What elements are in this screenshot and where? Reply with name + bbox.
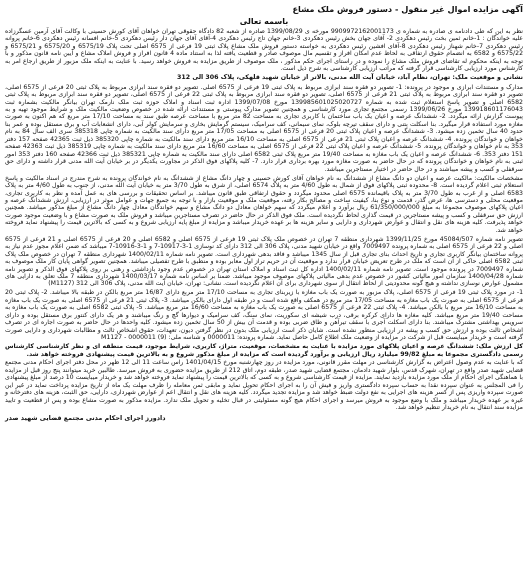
documents-paragraph: مدارک و مستندات ابرازی و موجود در پرونده: 1- تصویر دو فقره سند ابرازی مربوط به پلاک ثبتی 19 فرعی از 6575 اصلی. تصویر دو فقره سند ابرازی مربوط به پلاک ثبتی 20 فرعی از 6575 اصلی، تصویر دو فقره سند ابرازی مربوط به پلاک ثبتی 21 فرعی از 6575 اصلی، تصویر دو فقره سند ابرازی مربوط به پلاک ثبتی 22 فرعی از 6575 اصلی، تصویر دو فقره سند ابرازی مربوط به پلاک ثبتی 6582 اصلی و تصویر پاسخ استعلام ثبت شده به شماره 139985601025020727 مورخ 1399/07/08 اداره ثبت اسناد و املاک حوزه ثبت ملک نارمک تهران بیانگر مالکیت بشماره ثبت 139918601176043 مورخ 1399/06/26 رسمی مجتمع تجاری مورد کارشناسی و همچنین تصویر مدارک پیوستی و مستندات ارائه شده در خصوص وضعیت مالکیت ملک و شرایط موجود تهیه و به پیوست گزارش ارائه میگردد. 2- ششدانگ عرصه و اعیان یک باب ساختمان با کاربری تجاری به مساحت 82 متر مربع با مساحت عرصه طبق سند به مساحت 17/10 متر مربع که هم اکنون به صورت مغازه مورد استفاده قرار میگیرد. بنا اسکلت بتنی و دارای سقف تیرچه بلوک، نمای سیمانی، کف سرامیک، سیستم گرمایش بخاری و سرمایش کولر آبی، دارای انشعابات آب و برق مستقل بوده و عمر بنا حدود 40 سال تخمین زده میشود. 3- ششدانگ عرصه و اعیان پلاک ثبتی 20 فرعی از 6575 اصلی به مساحت 17/05 متر مربع دارای سند مالکیت به شماره چاپی 385318 سری الف سال 84 به نام خواهان و خواندگان پرونده. 4- ششدانگ عرصه و اعیان پلاک ثبتی 21 فرعی از 6575 اصلی به مساحت 16/10 متر مربع دارای سند مالکیت به شماره چاپی 385320 ذیل ثبت 42365 صفحه 157 دفتر 353 به نام خواهان و خواندگان پرونده. 5- ششدانگ عرصه و اعیان پلاک ثبتی 22 فرعی از 6575 اصلی به مساحت 16/60 متر مربع دارای سند مالکیت به شماره چاپی 385319 ذیل ثبت 42363 صفحه 151 دفتر 353. 6- ششدانگ عرصه و اعیان یک باب مغازه به مساحت 19/40 متر مربع پلاک ثبتی 6582 اصلی دارای سند مالکیت به شماره چاپی 385321 ذیل ثبت 42366 صفحه 160 دفتر 353 امور ثبتی به نام خواهان و خواندگان پرونده که در حال حاضر به صورت مغازه مورد بهره برداری قرار دارد. 7- کلیه پلاکهای فوق الذکر در مجاورت یکدیگر در بر خیابان آیت الله مدنی قرار داشته و دارای حق سرقفلی و کسب و پیشه میباشند و در حال حاضر در اختیار مستاجرین میباشد. [5, 83, 523, 173]
notice-title: باسمه تعالی [239, 17, 289, 26]
signature-line: دادورز اجرای احکام مدنی مجتمع قضایی شهید صدر [5, 413, 166, 422]
units-paragraph: 1- در مورد پلاک ثبتی 19 فرعی از 6575 اصلی، پلاک مزبور به صورت یک باب مغازه با زیربنای تجاری به مساحت 17/10 متر مربع دارای 16/87 متر مربع بالکن در طبقه بالا میباشد. 2- پلاک ثبتی 20 فرعی از 6575 اصلی به صورت یک باب مغازه به مساحت 17/05 متر مربع در همکف واقع شده است و در طبقه اول دارای بالکن میباشد. 3- پلاک ثبتی 21 فرعی از 6575 اصلی به صورت یک باب مغازه به مساحت 16/10 متر مربع با بالکن میباشد. 4- پلاک ثبتی 22 فرعی از 6575 اصلی به صورت یک باب مغازه به مساحت 16/60 متر مربع میباشد. 5- پلاک ثبتی 6582 اصلی به صورت یک باب مغازه به مساحت 19/40 متر مربع میباشد. کلیه مغازه ها دارای کرکره برقی، درب شیشه ای سکوریت، نمای سنگ، کف سرامیک و دیوارها گچ و رنگ میباشند و هر یک دارای کنتور برق مستقل بوده و دارای سرویس بهداشتی مشترک میباشند. بنا دارای اسکلت آجری با سقف تیرآهن و طاق ضربی بوده و قدمت آن بیش از 50 سال تخمین زده میشود. کلیه واحدها در حال حاضر به صورت اجاره ای در تصرف اشخاص ثالث بوده و ارزش حق کسب و پیشه در ارزیابی منظور نشده است. شایان ذکر است ارزیابی ملک بدون در نظر گرفتن دیون، تعهدات، حقوق اشخاص ثالث و مطالبات شهرداری و دارایی صورت گرفته است و خریدار میبایست قبل از شرکت در مزایده از وضعیت ملک اطلاع کامل حاصل نماید. شماره پرونده: 0000011 و شناسه ملی: M1127 - 0000011 (9) [5, 289, 524, 342]
intro-paragraph: نظر به این که طی دادنامه ی صادره به شماره ی 9909972162001173 مورخه ی 1399/08/29 صادره از شعبه 82 دادگاه حقوقی تهران خواهان آقای کورش حسینی با وکالت آقای آرمین عسگرزاده علیه خواندگان : 1-خانم ثمین بخت رئیس دهکردی 2- آقای جهان بخش رئیس دهکردی 3-خانم جهان تاج رئیس دهکردی 4-آقای آقای جهان دار رئیس دهکردی 5-خانم افسانه رئیس دهکردی 6-خانم پروانه رئیس دهکردی 7-خانم شهناز رئیس دهکردی 8-آقای افشین رئیس دهکردی به خواسته دستور فروش ملک مشاع پلاک ثبتی 19 فرعی از 6575 اصلی تحت پلاک 6575/19 و 6575/20 و 6575/21 و 6575/22 و 6582 به انضمام حقوق ارتفاقی به لحاظ عدم امکان افراز و تقسیم مال موصوف صادر و قطعیت یافته لذا به استناد ماده 4 قانون افراز و فروش املاک مشاع و آیین نامه قانون مذکور و با توجه به اینکه محکوم له تقاضای فروش ملک مشاع را نموده و در راستای اجرای حکم مذکور ، ملک موصوف از طریق مزایده به فروش خواهد رسید. با عنایت به اینکه ملک مزبور از طریق ارجاع امر به کارشناس مورد ارزیابی کارشناسی قرار گرفته که مراتب ارزیابی کارشناسی به شرح ذیل است. [5, 28, 524, 73]
auction-terms-paragraph: که با عنایت به عدم وصول اعتراض به گزارش کارشناسی در مهلت مقرر قانونی، مورد مزایده در روز چهارشنبه مورخ 1401/04/15 راس ساعت 11 الی 12 ظهر در محل دفتر اجرای احکام مدنی مجتمع قضایی شهید صدر واقع در تهران، شهرک قدس، بلوار شهید دادمان، مجتمع قضایی شهید صدر، طبقه دوم، اتاق 212 از طریق مزایده حضوری به فروش میرسد. طالبین خرید میتوانند پنج روز قبل از مزایده با هماهنگی اجرای احکام از ملک مورد مزایده بازدید نمایند. مزایده از قیمت کارشناسی شروع و به کسی که بالاترین قیمت را پیشنهاد نماید فروخته خواهد شد و خریدار میبایست 10 درصد از مبلغ پیشنهادی را فی المجلس به عنوان سپرده نقدا به حساب سپرده دادگستری واریز و فیش آن را به اجرای احکام تحویل نماید و مابقی ثمن معامله را ظرف مهلت یک ماه از تاریخ مزایده پرداخت نماید در غیر این صورت سپرده واریزی پس از کسر هزینه های اجرایی به نفع دولت ضبط خواهد شد و مزایده تجدید میگردد. کلیه هزینه های نقل و انتقال اعم از عوارض شهرداری، دارایی، حق الثبت، هزینه های دفترخانه و غیره بر عهده خریدار میباشد و ملک با وضع موجود به فروش میرسد و اجرای احکام هیچ گونه مسئولیتی در قبال تخلیه و تحویل ملک ندارد. مزایده مذکور به صورت مشاع بوده و پس از قطعیت و تایید مزایده سند انتقال به نام خریدار تنظیم خواهد شد. [5, 359, 524, 412]
municipality-paragraph: تصویر نامه شماره 45084/507 مورخ 1399/11/25 شهرداری منطقه 7 تهران در خصوص ملک پلاک ثبتی 19 فرعی از 6575 اصلی و 6582 اصلی و 20 فرعی از 6575 اصلی و 21 فرعی از 6575 اصلی و 22 فرعی از 6575 اصلی به شماره پرونده 7009497 واقع در خیابان شهید مدنی، پلاک 306 الی 312 دارای کد نوسازی 1-3-10917-7 و 1-3-10916-7 میباشد که ضمن اعلام مجوز عدم نیاز به پروانه ساختمان بیانگر کاربری تجاری و تاریخ احداث بنای تجاری قبل از سال 1345 میباشد و فاقد بدهی شهرداری است. تصویر نامه شماره 1400/02/11 شهرداری منطقه 7 تهران در خصوص ملک پلاک ثبتی 6582 اصلی حاکی از آن است که ملک در طرح تعریض خیابان قرار ندارد و موقعیت آن در حریم تراز اول معابر بوده و منطبق با طرح تفصیلی میباشد. همچنین تصویر گواهی پایان کار ملک موصوف به شماره 7009497 در پرونده موجود است. تصویر نامه شماره 1400/02/11 اداره کل ثبت اسناد و املاک استان تهران در خصوص عدم وجود بازداشتی و رهنی بر روی پلاکهای فوق الذکر و تصویر نامه شماره 1400/04/28 سازمان امور مالیاتی کشور در خصوص عدم بدهی مالیاتی پلاکهای موصوف موجود میباشد. ضمنا بر اساس نامه شماره 1400/03/17 شهرداری منطقه 7 ملک تعلق به دارایی های مشمول عوارض نوسازی نداشته و هیچ گونه محدودیتی از لحاظ انتقال از سوی شهرداری برای آن اعلام نگردیده است. نشانی: تهران، خیابان آیت الله مدنی، پلاک 306 الی 312 (M1127) [5, 235, 524, 288]
notice-heading: آگهی مزایده اموال غیر منقول - دستور فروش ملک مشاع [292, 4, 523, 14]
property-address: نشانی و موقعیت ملک: تهران، نظام آباد، خیابان آیت الله مدنی، بالاتر از خیابان شهید قلهکی، پلاک 306 الی 312 [176, 74, 523, 82]
ownership-paragraph: مشخصات مالکیت: مالکیت عرصه و اعیان دو دانگ مشاع از ششدانگ به نام خواهان آقای کورش حسینی و چهار دانگ مشاع از ششدانگ به نام خواندگان پرونده به شرح مندرج در اسناد مالکیت و پاسخ استعلام ثبتی اعلام گردیده است. 8- محدوده ثبتی پلاکهای فوق از شمال به طول 4/60 متر به پلاک 6574 اصلی، از شرق به طول 3/70 متر به خیابان آیت الله مدنی، از جنوب به طول 4/60 متر به پلاک 6583 اصلی و از غرب به طول 3/70 متر به پلاک باقیمانده 6575 اصلی محدود میگردد و حقوق ارتفاقی طبق قانون میباشد. بر اساس تحقیقات و بررسی های به عمل آمده و نظر به کاربری تجاری، موقعیت محلی و دسترسی ها، عرض گذر، قدمت و نوع بنا، کیفیت ساخت و مصالح بکار رفته، موقعیت ملک و موقعیت بازار و با توجه به جمیع جهات و عوامل موثر در ارزیابی، ارزش ششدانگ عرصه و اعیان پلاکهای موصوف مجموعا به مبلغ 61/350/000/000 ریال برآورد و اعلام میگردد که سهم خواهان معادل دو دانگ مشاع و سهم خواندگان معادل چهار دانگ مشاع از مبلغ مذکور میباشد. همچنین ارزش حق سرقفلی و کسب و پیشه مستاجرین در قیمت گذاری لحاظ نگردیده است. ملک فوق الذکر در حال حاضر در تصرف مستاجرین میباشد و فروش ملک به صورت مشاع و با وضعیت موجود صورت خواهد پذیرفت. کلیه هزینه های نقل و انتقال و عوارض شهرداری و دارایی و سایر هزینه ها بر عهده خریدار میباشد و مزایده از مبلغ پایه ارزیابی شروع و به کسی که بالاترین قیمت را پیشنهاد نماید فروخته خواهد شد. [5, 174, 523, 234]
valuation-paragraph: کل ارزش ملک: ششدانگ عرصه و اعیان پلاکهای مورد مزایده با عنایت به مشخصات، موقعیت، متراژ، کاربری، شرایط موجود، قیمت منطقه ای و نظر کارشناسی کارشناس رسمی دادگستری مجموعا به مبلغ 99/82 میلیارد ریال ارزیابی و برآورد گردیده است که مزایده از مبلغ مذکور شروع و به بالاترین قیمت پیشنهادی فروخته خواهد شد. [5, 343, 523, 358]
